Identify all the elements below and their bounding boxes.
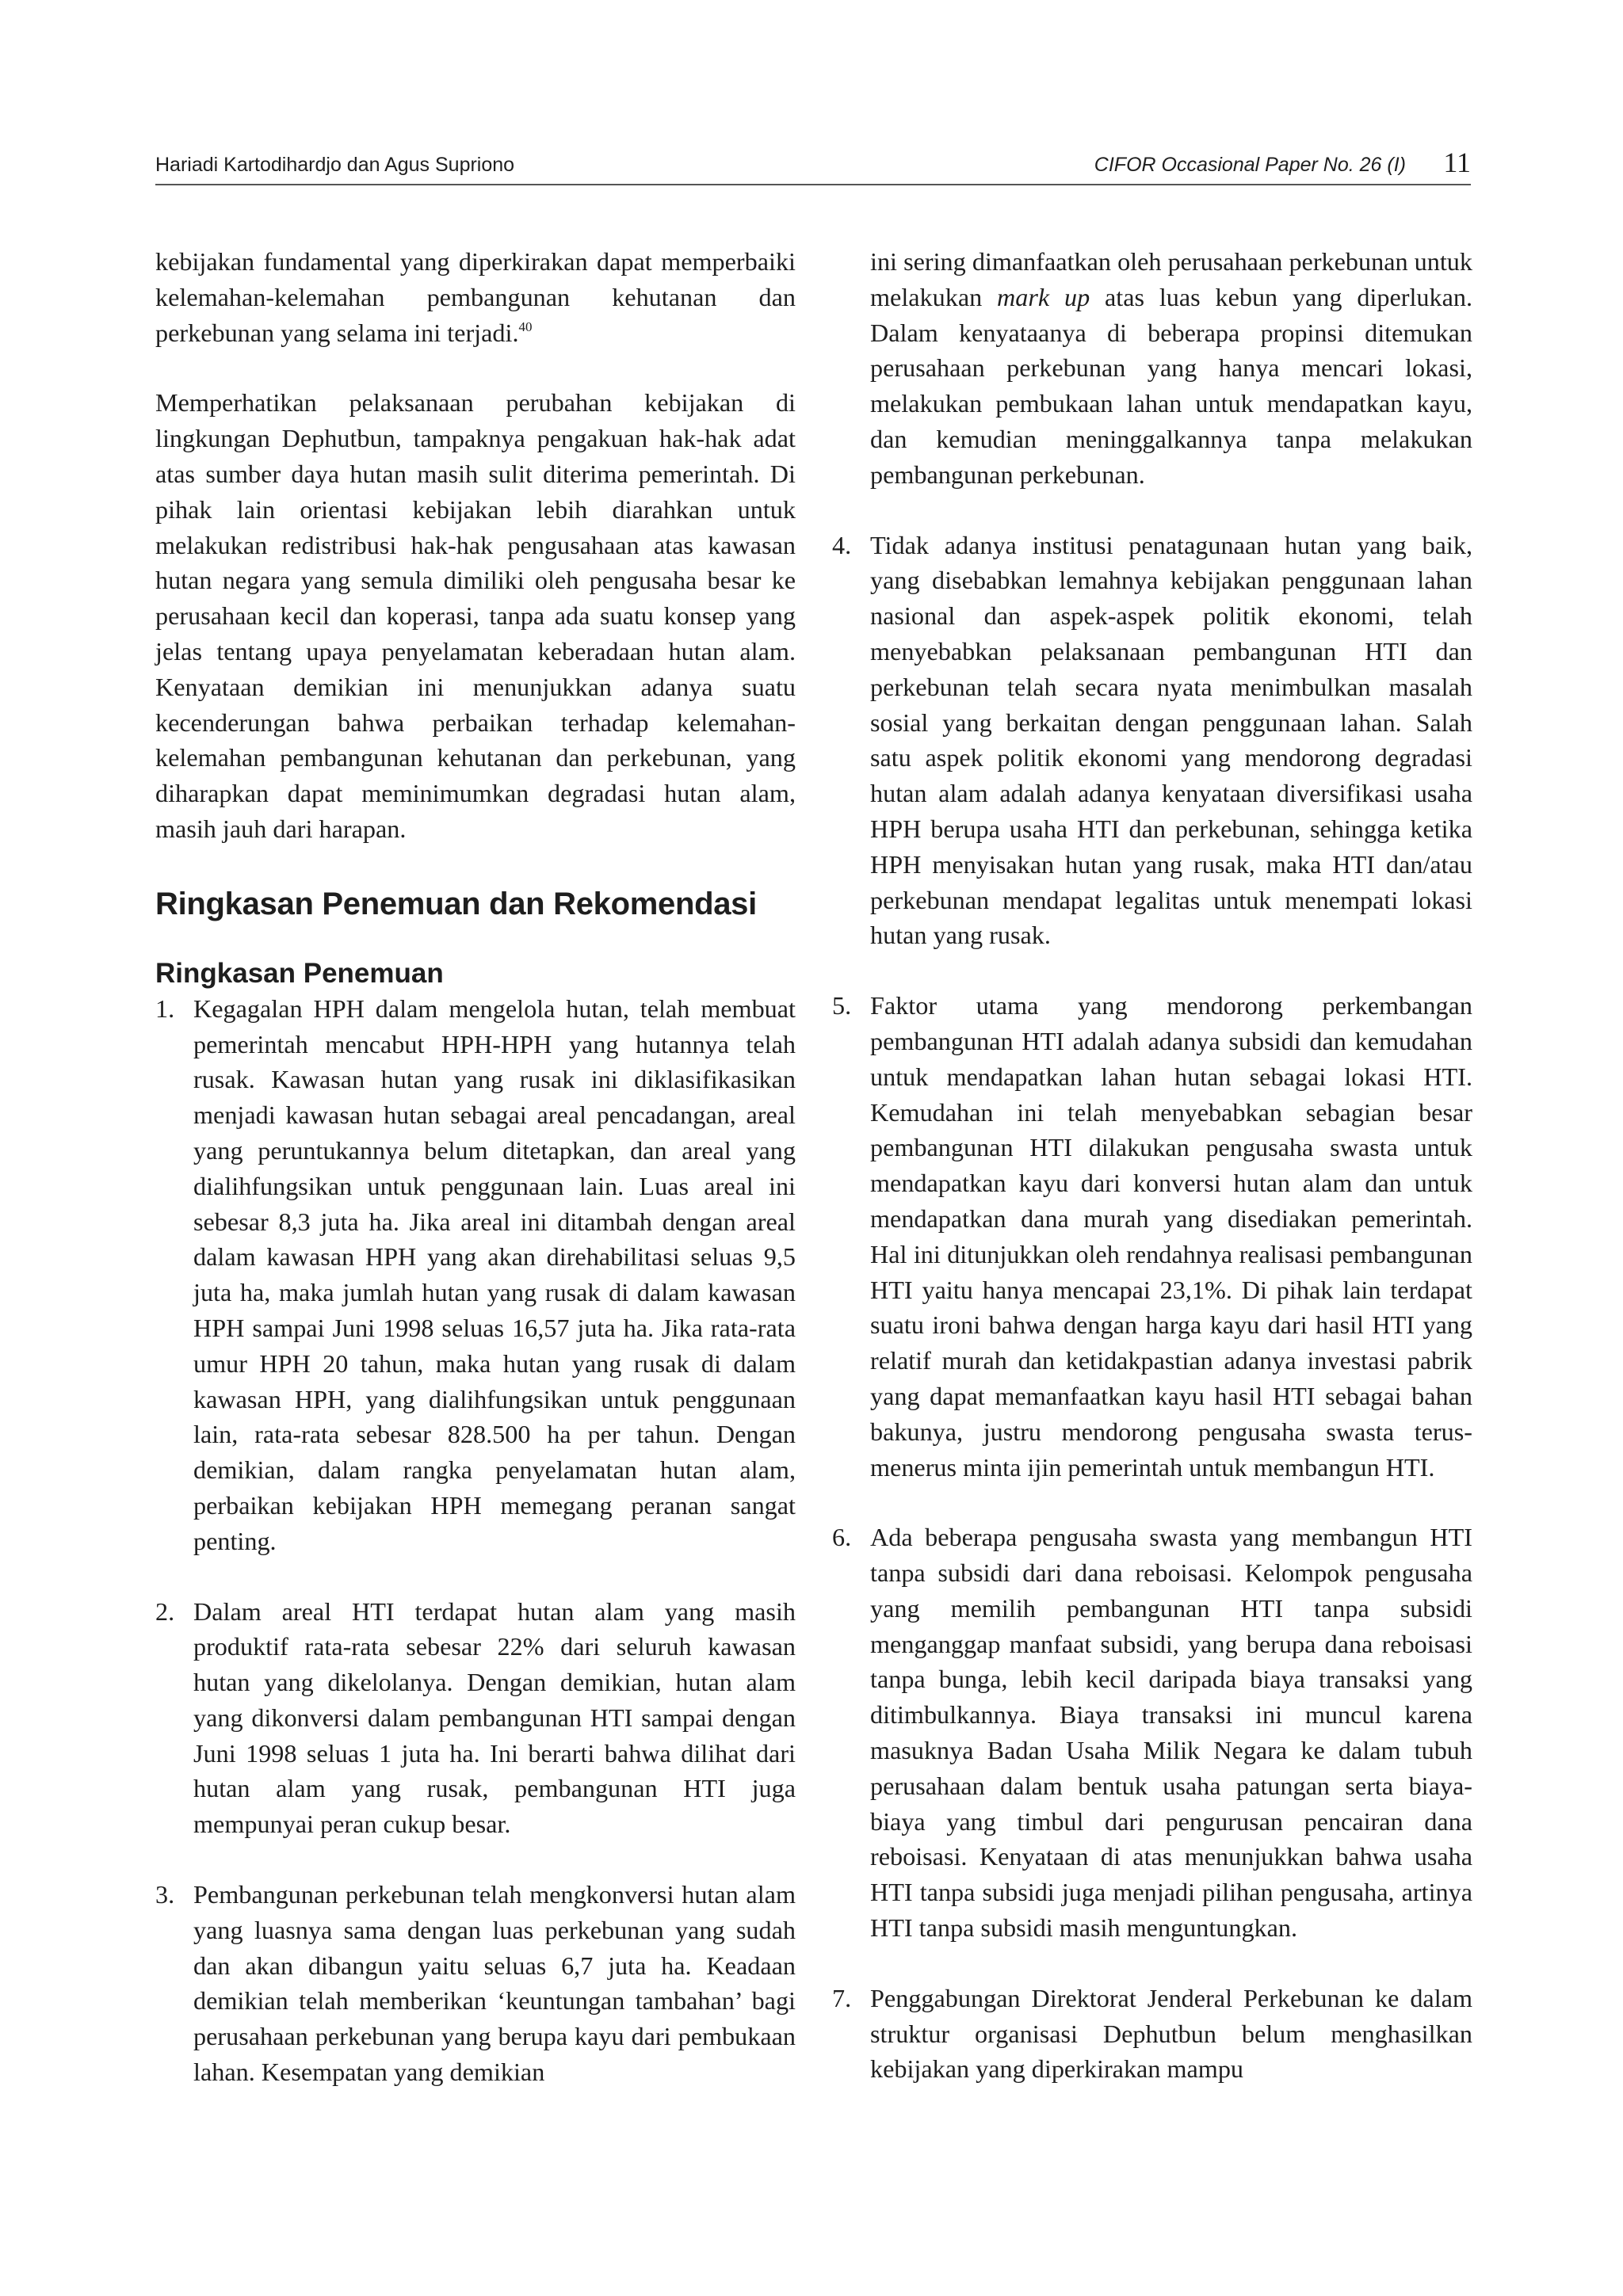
italic-term: mark up [997,282,1090,311]
list-item-number: 7. [832,1983,852,2012]
list-item-number: 4. [832,530,852,559]
list-item [155,991,796,1559]
list-item [832,1981,1472,2087]
list-item-text: Kegagalan HPH dalam mengelola hutan, telah membuat pemerintah mencabut HPH-HPH yang hutannya telah rusak. Kawasan hutan yang rusak ini diklasifikasikan menjadi kawasan hutan sebagai areal pencadangan, areal yang peruntukannya belum ditetapkan, dan areal yang dialihfungsikan untuk penggunaan lain. Luas areal ini sebesar 8,3 juta ha. Jika areal ini ditambah dengan areal dalam kawasan HPH yang akan direhabilitasi seluas 9,5 juta ha, maka jumlah hutan yang rusak di dalam kawasan HPH sampai Juni 1998 seluas 16,57 juta ha. Jika rata-rata umur HPH 20 tahun, maka hutan yang rusak di dalam kawasan HPH, yang dialihfungsikan untuk penggunaan lain, rata-rata sebesar 828.500 ha per tahun. Dengan demikian, dalam rangka penyelamatan hutan alam, perbaikan kebijakan HPH memegang peranan sangat penting. [193,994,796,1555]
list-item-continuation [832,244,1472,493]
findings-list-right [832,528,1472,2088]
body-paragraph-2: Memperhatikan pelaksanaan perubahan kebijakan di lingkungan Dephutbun, tampaknya pengakuan hak-hak adat atas sumber daya hutan masih sulit diterima pemerintah. Di pihak lain orientasi kebijakan lebih diarahkan untuk melakukan redistribusi hak-hak pengusahaan atas kawasan hutan negara yang semula dimiliki oleh pengusaha besar ke perusahaan kecil dan koperasi, tanpa ada suatu konsep yang jelas tentang upaya penyelamatan keberadaan hutan alam. Kenyataan demikian ini menunjukkan adanya suatu kecenderungan bahwa perbaikan terhadap kelemahan-kelemahan pembangunan kehutanan dan perkebunan, yang diharapkan dapat meminimumkan degradasi hutan alam, masih jauh dari harapan. [155,388,796,843]
list-item-text: Dalam areal HTI terdapat hutan alam yang masih produktif rata-rata sebesar 22% dari seluruh kawasan hutan yang dikelolanya. Dengan demikian, hutan alam yang dikonversi dalam pembangunan HTI sampai dengan Juni 1998 seluas 1 juta ha. Ini berarti bahwa dilihat dari hutan alam yang rusak, pembangunan HTI juga mempunyai peran cukup besar. [193,1596,796,1839]
list-item-number: 6. [832,1523,852,1552]
left-column [155,244,796,2090]
list-item-text: Tidak adanya institusi penatagunaan hutan yang baik, yang disebabkan lemahnya kebijakan penggunaan lahan nasional dan aspek-aspek politik ekonomi, telah menyebabkan pelaksanaan pembangunan HTI dan perkebunan telah secara nyata menimbulkan masalah sosial yang berkaitan dengan penggunaan lahan. Salah satu aspek politik ekonomi yang mendorong degradasi hutan alam adalah adanya kenyataan diversifikasi usaha HPH berupa usaha HTI dan perkebunan, sehingga ketika HPH menyisakan hutan yang rusak, maka HTI dan/atau perkebunan mendapat legalitas untuk menempati lokasi hutan yang rusak. [870,530,1472,950]
right-column [832,244,1472,2087]
list-item-text [870,244,1472,493]
findings-list-left [155,991,796,2090]
list-item-number: 5. [832,991,852,1020]
list-item [832,1520,1472,1946]
sub-heading: Ringkasan Penemuan [155,957,444,989]
list-item-text: Penggabungan Direktorat Jenderal Perkebunan ke dalam struktur organisasi Dephutbun belum menghasilkan kebijakan yang diperkirakan mampu [870,1983,1472,2084]
list-item-number: 3. [155,1880,175,1909]
continuation-text: ini sering dimanfaatkan oleh perusahaan perkebunan untuk melakukan [870,247,1472,311]
list-item [832,528,1472,954]
list-item-number: 1. [155,994,175,1023]
list-item-number: 2. [155,1596,175,1626]
continuation-text: atas luas kebun yang diperlukan. Dalam kenyataanya di beberapa propinsi ditemukan perusahaan perkebunan yang hanya mencari lokasi, melakukan pembukaan lahan untuk mendapatkan kayu, dan kemudian meninggalkannya tanpa melakukan pembangunan perkebunan. [870,282,1473,489]
list-item [155,1877,796,2090]
section-heading: Ringkasan Penemuan dan Rekomendasi [155,886,757,921]
body-paragraph-1 [155,244,796,350]
header-series-title: CIFOR Occasional Paper No. 26 (I) [1094,154,1406,176]
list-item [155,1594,796,1843]
header-authors: Hariadi Kartodihardjo dan Agus Supriono [155,154,515,176]
list-item [832,988,1472,1485]
list-item-text: Ada beberapa pengusaha swasta yang membangun HTI tanpa subsidi dari dana reboisasi. Kelompok pengusaha yang memilih pembangunan HTI tanpa subsidi menganggap manfaat subsidi, yang berupa dana reboisasi tanpa bunga, lebih kecil daripada biaya transaksi yang ditimbulkannya. Biaya transaksi ini muncul karena masuknya Badan Usaha Milik Negara ke dalam tubuh perusahaan dalam bentuk usaha patungan serta biaya-biaya yang timbul dari pengurusan pencairan dana reboisasi. Kenyataan di atas menunjukkan bahwa usaha HTI tanpa subsidi juga menjadi pilihan pengusaha, artinya HTI tanpa subsidi masih menguntungkan. [870,1523,1472,1943]
paragraph-text: kebijakan fundamental yang diperkirakan dapat memperbaiki kelemahan-kelemahan pembangunan kehutanan dan perkebunan yang selama ini terjadi. [155,247,796,347]
list-item-text: Pembangunan perkebunan telah mengkonversi hutan alam yang luasnya sama dengan luas perkebunan yang sudah dan akan dibangun yaitu seluas 6,7 juta ha. Keadaan demikian telah memberikan ‘keuntungan tambahan’ bagi perusahaan perkebunan yang berupa kayu dari pembukaan lahan. Kesempatan yang demikian [193,1880,796,2087]
page-number: 11 [1443,147,1471,178]
running-header [155,147,1471,185]
list-item-text: Faktor utama yang mendorong perkembangan pembangunan HTI adalah adanya subsidi dan kemudahan untuk mendapatkan lahan hutan sebagai lokasi HTI. Kemudahan ini telah menyebabkan sebagian besar pembangunan HTI dilakukan pengusaha swasta untuk mendapatkan kayu dari konversi hutan alam dan untuk mendapatkan dana murah yang disediakan pemerintah. Hal ini ditunjukkan oleh rendahnya realisasi pembangunan HTI yaitu hanya mencapai 23,1%. Di pihak lain terdapat suatu ironi bahwa dengan harga kayu dari hasil HTI yang relatif murah dan ketidakpastian adanya investasi pabrik yang dapat memanfaatkan kayu hasil HTI sebagai bahan bakunya, justru mendorong pengusaha swasta terus-menerus minta ijin pemerintah untuk membangun HTI. [870,991,1472,1482]
list-item-indent [832,244,870,493]
footnote-marker[interactable]: 40 [518,318,533,334]
